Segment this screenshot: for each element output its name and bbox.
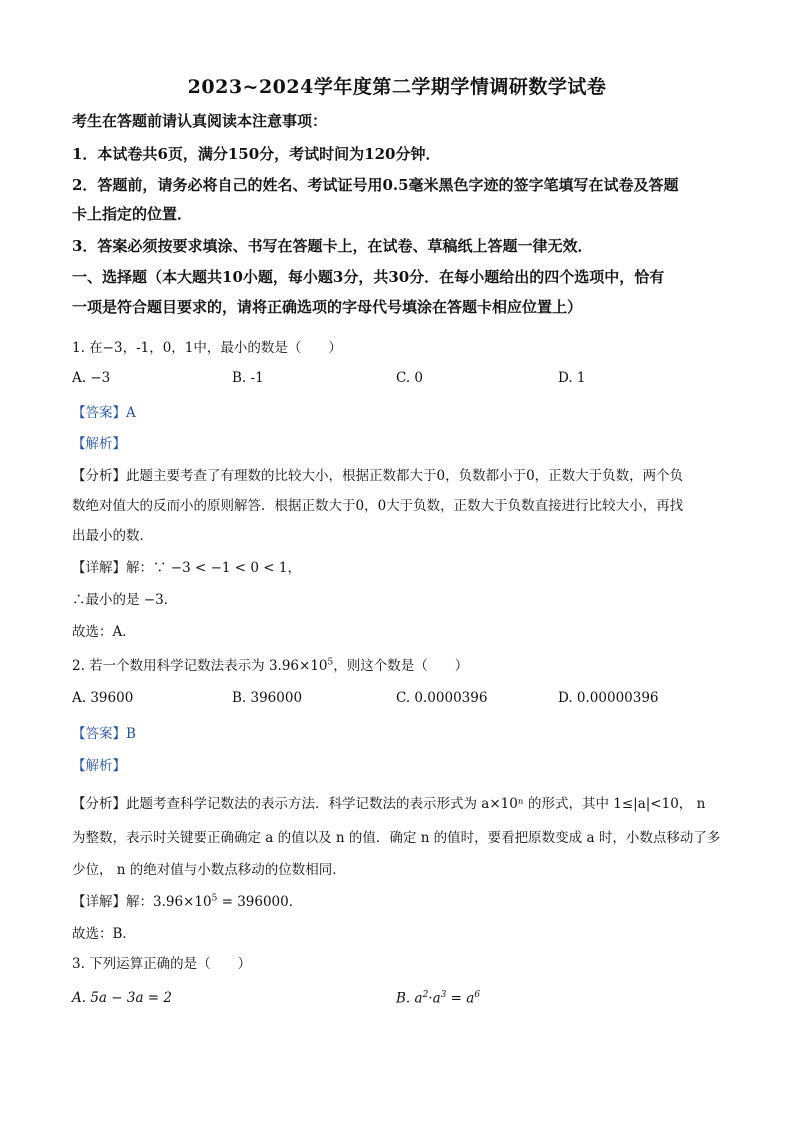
question-3-option-b	[396, 990, 480, 1007]
question-2-detail	[72, 890, 732, 910]
question-2-option-c: C. 0.0000396	[396, 690, 488, 706]
question-3-option-a: A. 5a − 3a = 2	[72, 990, 172, 1006]
question-2-analysis-tag: 【解析】	[72, 758, 126, 774]
question-2-option-b: B. 396000	[232, 690, 303, 706]
question-2-choice: 故选：B．	[72, 926, 136, 942]
question-2-detail-text: 【详解】解：3.96×10	[72, 894, 212, 910]
question-3-option-b-exp-2: 3	[440, 990, 447, 1000]
question-1-option-c: C. 0	[396, 370, 424, 386]
question-3-option-b-base: B. a	[396, 990, 423, 1007]
notice-heading: 考生在答题前请认真阅读本注意事项：	[72, 112, 328, 130]
notice-item-2-cont: 卡上指定的位置．	[72, 205, 193, 223]
question-2-detail-exponent: 5	[211, 893, 218, 904]
question-2-detail-result: = 396000．	[217, 894, 303, 910]
notice-item-1: 1．本试卷共6页，满分150分，考试时间为120分钟．	[72, 145, 441, 163]
section-heading: 一、选择题（本大题共10小题，每小题3分，共30分．在每小题给出的四个选项中，恰有	[72, 268, 665, 286]
question-1-analysis-tag: 【解析】	[72, 436, 126, 452]
question-2-stem-tail: ，则这个数是（ ）	[333, 658, 469, 674]
question-2-analysis-line-3: 少位， n 的绝对值与小数点移动的位数相同．	[72, 862, 346, 878]
question-2-analysis-line-2: 为整数，表示时关键要正确确定 a 的值以及 n 的值．确定 n 的值时，要看把原数变成 a 时，小数点移动了多	[72, 830, 721, 846]
notice-item-2: 2．答题前，请务必将自己的姓名、考试证号用0.5毫米黑色字迹的签字笔填写在试卷及答题	[72, 176, 679, 194]
notice-item-3: 3．答案必须按要求填涂、书写在答题卡上，在试卷、草稿纸上答题一律无效．	[72, 237, 593, 255]
question-1-analysis-line-3: 出最小的数．	[72, 528, 153, 544]
question-2-option-a: A. 39600	[72, 690, 134, 706]
question-2-answer: 【答案】B	[72, 726, 136, 742]
question-3-option-b-exp-3: 6	[474, 990, 481, 1000]
question-1-option-b: B. -1	[232, 370, 264, 386]
question-1-conclusion: ∴最小的是 −3．	[72, 592, 178, 608]
question-1-stem: 1. 在−3，-1，0，1中，最小的数是（ ）	[72, 340, 342, 356]
question-1-analysis-line-1: 【分析】此题主要考查了有理数的比较大小，根据正数都大于0，负数都小于0，正数大于负数，两个负	[72, 468, 684, 484]
question-3-stem: 3. 下列运算正确的是（ ）	[72, 956, 252, 972]
question-1-option-d: D. 1	[558, 370, 586, 386]
section-heading-cont: 一项是符合题目要求的，请将正确选项的字母代号填涂在答题卡相应位置上）	[72, 298, 583, 316]
question-3-option-b-equals: = a	[446, 990, 475, 1007]
question-2-option-d: D. 0.00000396	[558, 690, 659, 706]
question-1-choice: 故选：A．	[72, 624, 136, 640]
question-1-analysis-line-2: 数绝对值大的反而小的原则解答．根据正数大于0，0大于负数，正数大于负数直接进行比较大小，再找	[72, 498, 684, 514]
question-2-stem-exponent: 5	[327, 657, 334, 668]
question-1-answer: 【答案】A	[72, 405, 136, 421]
question-2-stem	[72, 654, 732, 674]
question-2-stem-text: 2. 若一个数用科学记数法表示为 3.96×10	[72, 658, 328, 674]
question-2-analysis-line-1: 【分析】此题考查科学记数法的表示方法．科学记数法的表示形式为 a×10ⁿ 的形式，其中 1≤|a|<10， n	[72, 796, 706, 812]
question-1-detail: 【详解】解：∵ −3 < −1 < 0 < 1，	[72, 560, 301, 576]
question-3-option-b-dot: ·a	[428, 990, 441, 1007]
exam-title: 2023~2024学年度第二学期学情调研数学试卷	[187, 76, 607, 98]
question-3-option-b-exp-1: 2	[422, 990, 429, 1000]
question-1-option-a: A. −3	[72, 370, 111, 386]
